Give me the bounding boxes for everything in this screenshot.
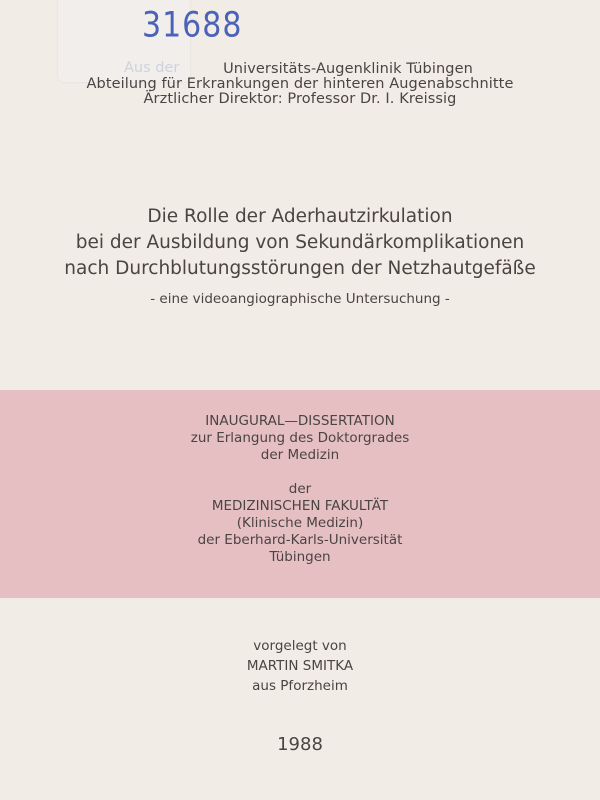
author-name: MARTIN SMITKA <box>246 658 354 674</box>
presented-by: vorgelegt von <box>253 638 347 654</box>
header-line-1: Universitäts-Augenklinik Tübingen <box>223 61 473 77</box>
dissertation-line: (Klinische Medizin) <box>236 515 364 531</box>
dissertation-line: Tübingen <box>269 549 331 565</box>
header-line-3: Ärztlicher Direktor: Professor Dr. I. Kreissig <box>143 91 457 107</box>
dissertation-line: INAUGURAL—DISSERTATION <box>205 413 395 429</box>
dissertation-line: MEDIZINISCHEN FAKULTÄT <box>211 498 389 514</box>
title-line-3: nach Durchblutungsstörungen der Netzhautgefäße <box>64 258 536 279</box>
year: 1988 <box>277 734 323 755</box>
dissertation-line: zur Erlangung des Doktorgrades <box>190 430 410 446</box>
header-line-2: Abteilung für Erkrankungen der hinteren Augenabschnitte <box>86 76 514 92</box>
dissertation-line: der <box>288 481 312 497</box>
dissertation-line: der Medizin <box>260 447 340 463</box>
author-origin: aus Pforzheim <box>252 678 348 694</box>
header-prefix: Aus der <box>124 60 180 76</box>
handwritten-number: 31688 <box>142 5 243 46</box>
title-line-2: bei der Ausbildung von Sekundärkomplikationen <box>75 232 525 253</box>
subtitle: - eine videoangiographische Untersuchung - <box>150 291 450 307</box>
title-line-1: Die Rolle der Aderhautzirkulation <box>147 206 453 227</box>
dissertation-line: der Eberhard-Karls-Universität <box>197 532 403 548</box>
